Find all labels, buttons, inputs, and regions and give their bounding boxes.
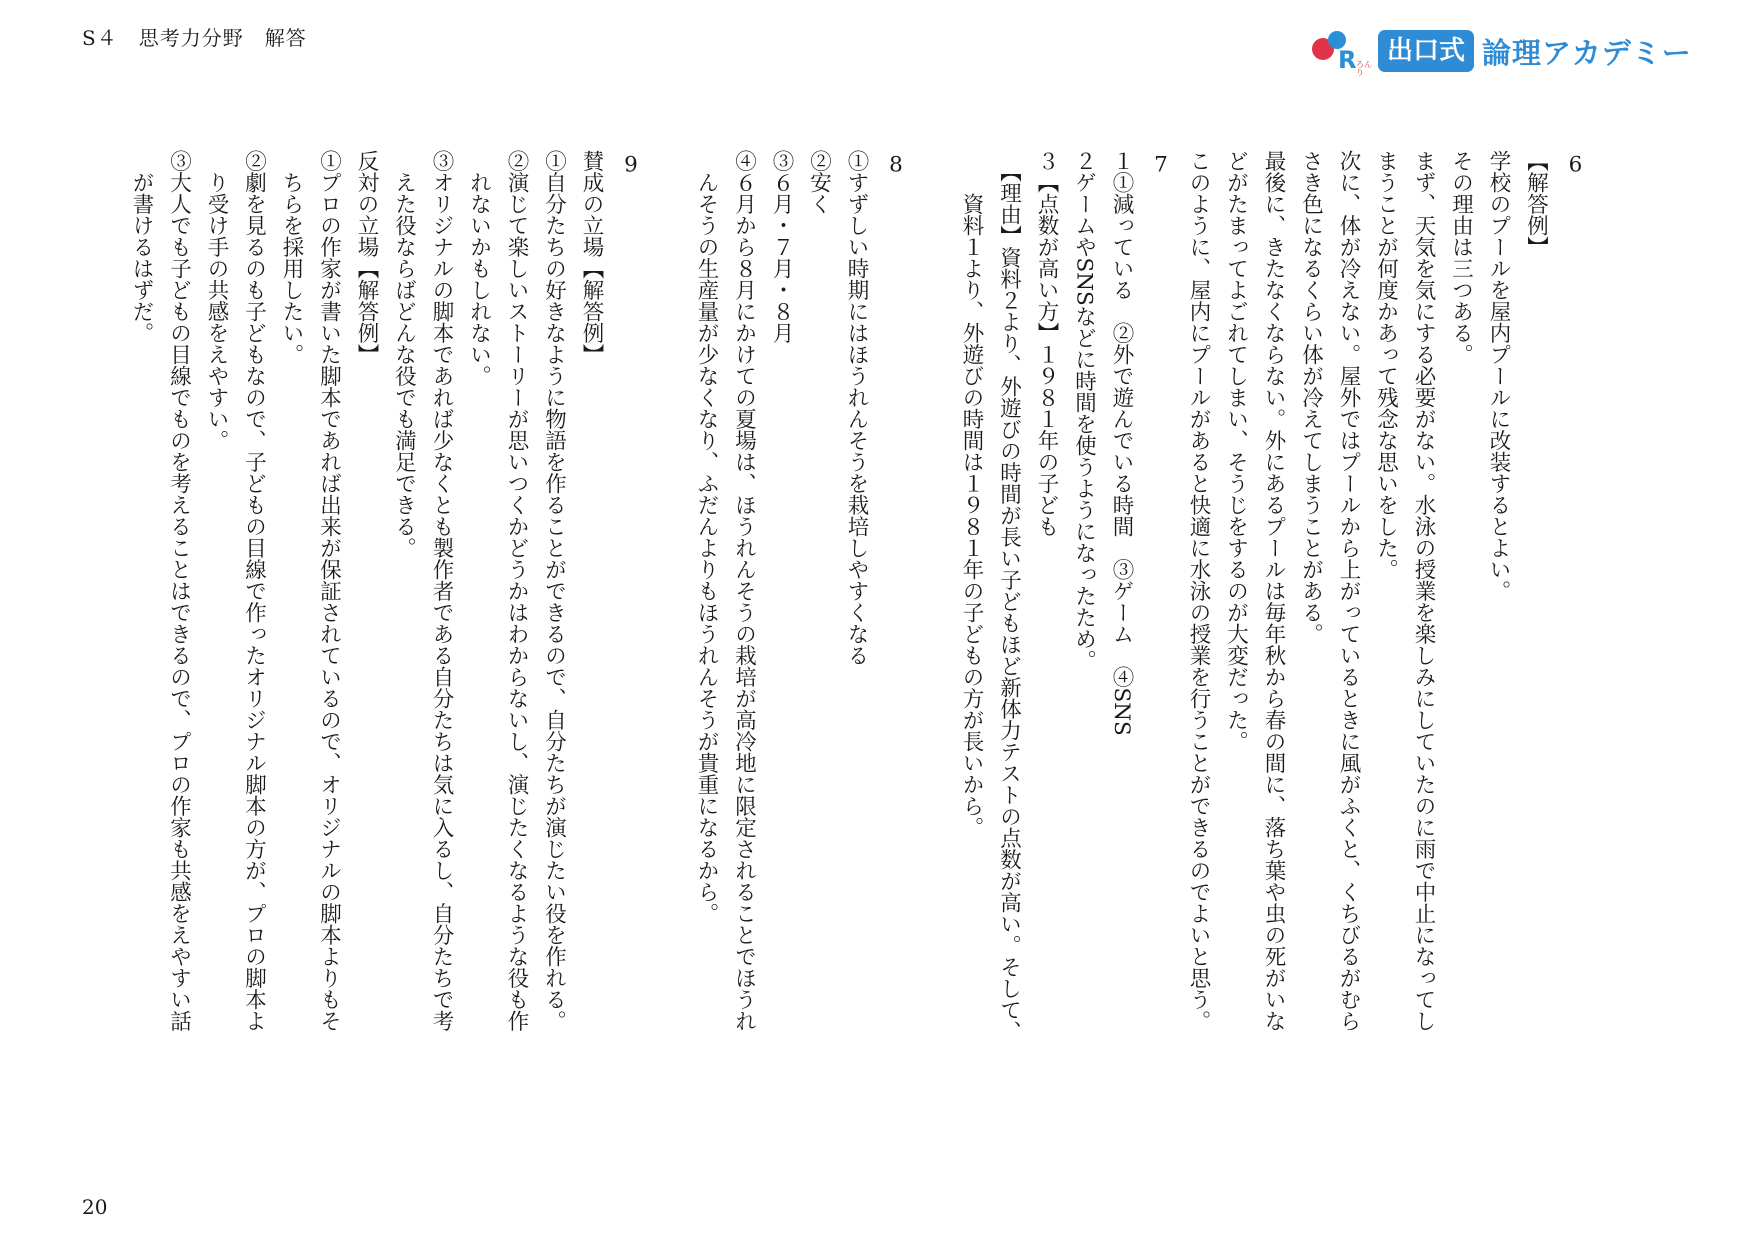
- answer-line: どがたまってよごれてしまい、そうじをするのが大変だった。: [1223, 150, 1249, 752]
- answer-line: 反対の立場【解答例】: [354, 150, 379, 365]
- answer-line: ③大人でも子どもの目線でものを考えることはできるので、プロの作家も共感をえやすい話: [166, 150, 192, 1032]
- answer-line: ①自分たちの好きなように物語を作ることができるので、自分たちが演じたい役を作れる。: [541, 150, 567, 1032]
- academy-logo: [1308, 28, 1692, 77]
- question-number: 9: [624, 154, 638, 176]
- section-header: S４ 思考力分野 解答: [82, 26, 307, 50]
- question-number: 7: [1154, 154, 1168, 176]
- answer-line: 【解答例】: [1523, 150, 1549, 258]
- answer-line: ①プロの作家が書いた脚本であれば出来が保証されているので、オリジナルの脚本よりもそ: [316, 150, 342, 1032]
- logo-title: 論理アカデミー: [1482, 35, 1692, 70]
- answer-line: まず、天気を気にする必要がない。水泳の授業を楽しみにしていたのに雨で中止になってし: [1411, 150, 1436, 1032]
- answer-line: このように、屋内にプールがあると快適に水泳の授業を行うことができるのでよいと思う。: [1186, 150, 1211, 1032]
- answer-line: 次に、体が冷えない。屋外ではプールから上がっているときに風がふくと、くちびるがむら: [1336, 150, 1361, 1032]
- answer-line: 資料１より、外遊びの時間は１９８１年の子どもの方が長いから。: [959, 150, 984, 838]
- answer-text-body: [129, 150, 1594, 1110]
- answer-line: ちらを採用したい。: [279, 150, 304, 365]
- answer-line: ②安く: [806, 150, 832, 215]
- answer-line: 学校のプールを屋内プールに改装するとよい。: [1486, 150, 1511, 602]
- answer-line: ④６月から８月にかけての夏場は、ほうれんそうの栽培が高冷地に限定されることでほうれ: [731, 150, 757, 1032]
- answer-line: が書けるはずだ。: [129, 150, 154, 344]
- answer-line: れないかもしれない。: [466, 150, 492, 387]
- answer-line: えた役ならばどんな役でも満足できる。: [391, 150, 417, 559]
- answer-line: 【理由】資料２より、外遊びの時間が長い子どもほど新体力テストの点数が高い。そして、: [996, 150, 1022, 1043]
- answer-line: さき色になるくらい体が冷えてしまうことがある。: [1298, 150, 1324, 645]
- answer-line: ③オリジナルの脚本であれば少なくとも製作者である自分たちは気に入るし、自分たちで考: [429, 150, 454, 1032]
- page-number: 20: [82, 1195, 108, 1219]
- answer-line: ①すずしい時期にはほうれんそうを栽培しやすくなる: [844, 150, 869, 666]
- answer-line: ２ゲームやSNSなどに時間を使うようになったため。: [1071, 150, 1097, 672]
- answer-line: り受け手の共感をえやすい。: [204, 150, 229, 451]
- logo-mark-letter: R: [1338, 46, 1357, 74]
- answer-line: んそうの生産量が少なくなり、ふだんよりもほうれんそうが貴重になるから。: [694, 150, 719, 924]
- question-block-7: [953, 150, 1180, 1110]
- answer-line: ②演じて楽しいストーリーが思いつくかどうかはわからないし、演じたくなるような役も作: [504, 150, 529, 1032]
- answer-line: １①減っている ②外で遊んでいる時間 ③ゲーム ④SNS: [1109, 150, 1134, 736]
- answer-line: ②劇を見るのも子どもなので、子どもの目線で作ったオリジナル脚本の方が、プロの脚本よ: [241, 150, 267, 1032]
- question-block-6: [1180, 150, 1595, 1110]
- answer-line: 最後に、きたなくならない。外にあるプールは毎年秋から春の間に、落ち葉や虫の死がいな: [1261, 150, 1286, 1032]
- logo-mark-small: ろんり: [1356, 60, 1372, 77]
- answer-line: ３【点数が高い方】１９８１年の子ども: [1034, 150, 1059, 537]
- logo-badge: 出口式: [1378, 30, 1474, 72]
- question-number: 8: [889, 154, 903, 176]
- question-number: 6: [1568, 154, 1583, 176]
- answer-line: その理由は三つある。: [1448, 150, 1474, 365]
- logo-mark: [1308, 28, 1374, 77]
- answer-line: ③６月・７月・８月: [769, 150, 794, 344]
- answer-line: まうことが何度かあって残念な思いをした。: [1373, 150, 1399, 580]
- question-block-8: [688, 150, 915, 1110]
- answer-line: 賛成の立場【解答例】: [579, 150, 604, 365]
- question-block-9: [123, 150, 650, 1110]
